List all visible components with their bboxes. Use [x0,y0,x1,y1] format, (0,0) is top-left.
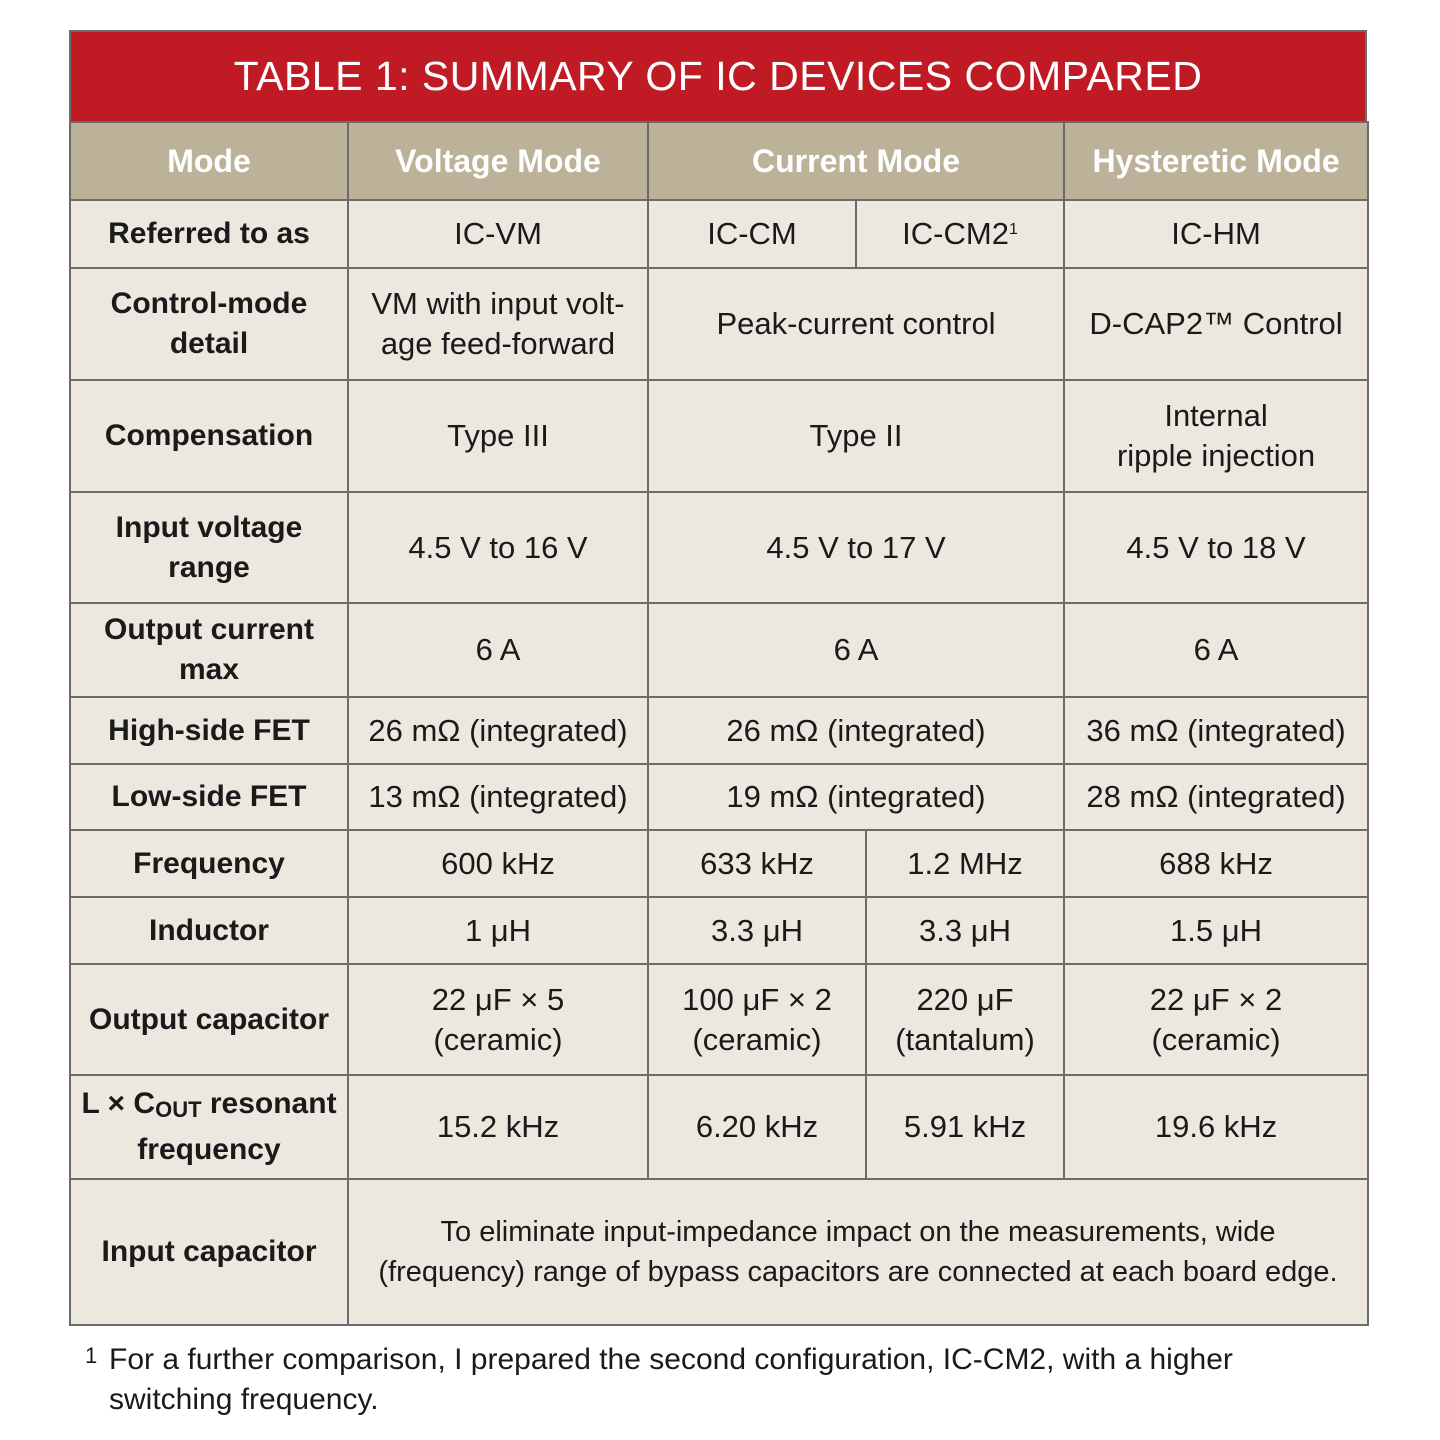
label-frequency: Frequency [70,830,348,897]
cell-cm2: 220 μF (tantalum) [866,964,1064,1075]
row-inductor [70,897,1368,964]
summary-table-container [69,30,1367,1326]
cell-hm: 1.5 μH [1064,897,1368,964]
label-output-capacitor: Output capacitor [70,964,348,1075]
row-input-voltage [70,492,1368,603]
row-output-capacitor [70,964,1368,1075]
cell-vm: 22 μF × 5 (ceramic) [348,964,648,1075]
cell-cm: 100 μF × 2 (ceramic) [648,964,866,1075]
row-output-current [70,603,1368,697]
label-control: Control-mode detail [70,268,348,380]
cell-hm: 22 μF × 2 (ceramic) [1064,964,1368,1075]
cell-cm: 19 mΩ (integrated) [648,764,1064,830]
cell-cm2: 3.3 μH [866,897,1064,964]
cell-cm2: $IC-CM2^1$ [856,200,1064,268]
row-resonant-frequency [70,1075,1368,1179]
cell-cm: 3.3 μH [648,897,866,964]
header-row [70,122,1368,200]
cell-hm: 28 mΩ (integrated) [1064,764,1368,830]
cell-cm: IC-CM [648,200,856,268]
cell-cm: Peak-current control [648,268,1064,380]
cell-vm: 600 kHz [348,830,648,897]
label-inductor: Inductor [70,897,348,964]
cell-vm: VM with input volt- age feed-forward [348,268,648,380]
table-title: TABLE 1: SUMMARY OF IC DEVICES COMPARED [69,30,1367,121]
cell-vm: 4.5 V to 16 V [348,492,648,603]
cell-vm: 1 μH [348,897,648,964]
label-output-current: Output current max [70,603,348,697]
cell-cm2: 1.2 MHz [866,830,1064,897]
cell-cm: 6 A [648,603,1064,697]
cell-hm: 4.5 V to 18 V [1064,492,1368,603]
header-voltage-mode: Voltage Mode [348,122,648,200]
cell-vm: 13 mΩ (integrated) [348,764,648,830]
cell-cm: 6.20 kHz [648,1075,866,1179]
label-input-voltage: Input voltage range [70,492,348,603]
label-referred: Referred to as [70,200,348,268]
cell-vm: 15.2 kHz [348,1075,648,1179]
cell-hm: 36 mΩ (integrated) [1064,697,1368,764]
label-low-side-fet: Low-side FET [70,764,348,830]
cell-vm: 26 mΩ (integrated) [348,697,648,764]
cell-input-capacitor-text: To eliminate input-impedance impact on the measurements, wide (frequency) range of bypass capacitors are connected at each board edge. [348,1179,1368,1325]
cell-vm: Type III [348,380,648,492]
footnote [85,1340,1345,1420]
row-compensation [70,380,1368,492]
cell-hm: 19.6 kHz [1064,1075,1368,1179]
footnote-text: For a further comparison, I prepared the second configuration, IC-CM2, with a higher switching frequency. [109,1343,1233,1416]
row-low-side-fet [70,764,1368,830]
cell-cm2: 5.91 kHz [866,1075,1064,1179]
header-hysteretic-mode: Hysteretic Mode [1064,122,1368,200]
ic-comparison-table [69,121,1369,1326]
cell-vm: IC-VM [348,200,648,268]
cell-cm: Type II [648,380,1064,492]
row-frequency [70,830,1368,897]
cell-hm: IC-HM [1064,200,1368,268]
row-control [70,268,1368,380]
row-high-side-fet [70,697,1368,764]
header-mode: Mode [70,122,348,200]
row-referred [70,200,1368,268]
cell-hm: 688 kHz [1064,830,1368,897]
header-current-mode: Current Mode [648,122,1064,200]
row-input-capacitor [70,1179,1368,1325]
footnote-marker: 1 [85,1343,98,1368]
label-resonant-frequency: $L \times C_{OUT}$ resonant frequency [70,1075,348,1179]
cell-hm: 6 A [1064,603,1368,697]
label-input-capacitor: Input capacitor [70,1179,348,1325]
cell-hm: Internal ripple injection [1064,380,1368,492]
cell-vm: 6 A [348,603,648,697]
cell-hm: D-CAP2™ Control [1064,268,1368,380]
cell-cm: 4.5 V to 17 V [648,492,1064,603]
label-high-side-fet: High-side FET [70,697,348,764]
cell-cm: 633 kHz [648,830,866,897]
label-compensation: Compensation [70,380,348,492]
cell-cm: 26 mΩ (integrated) [648,697,1064,764]
